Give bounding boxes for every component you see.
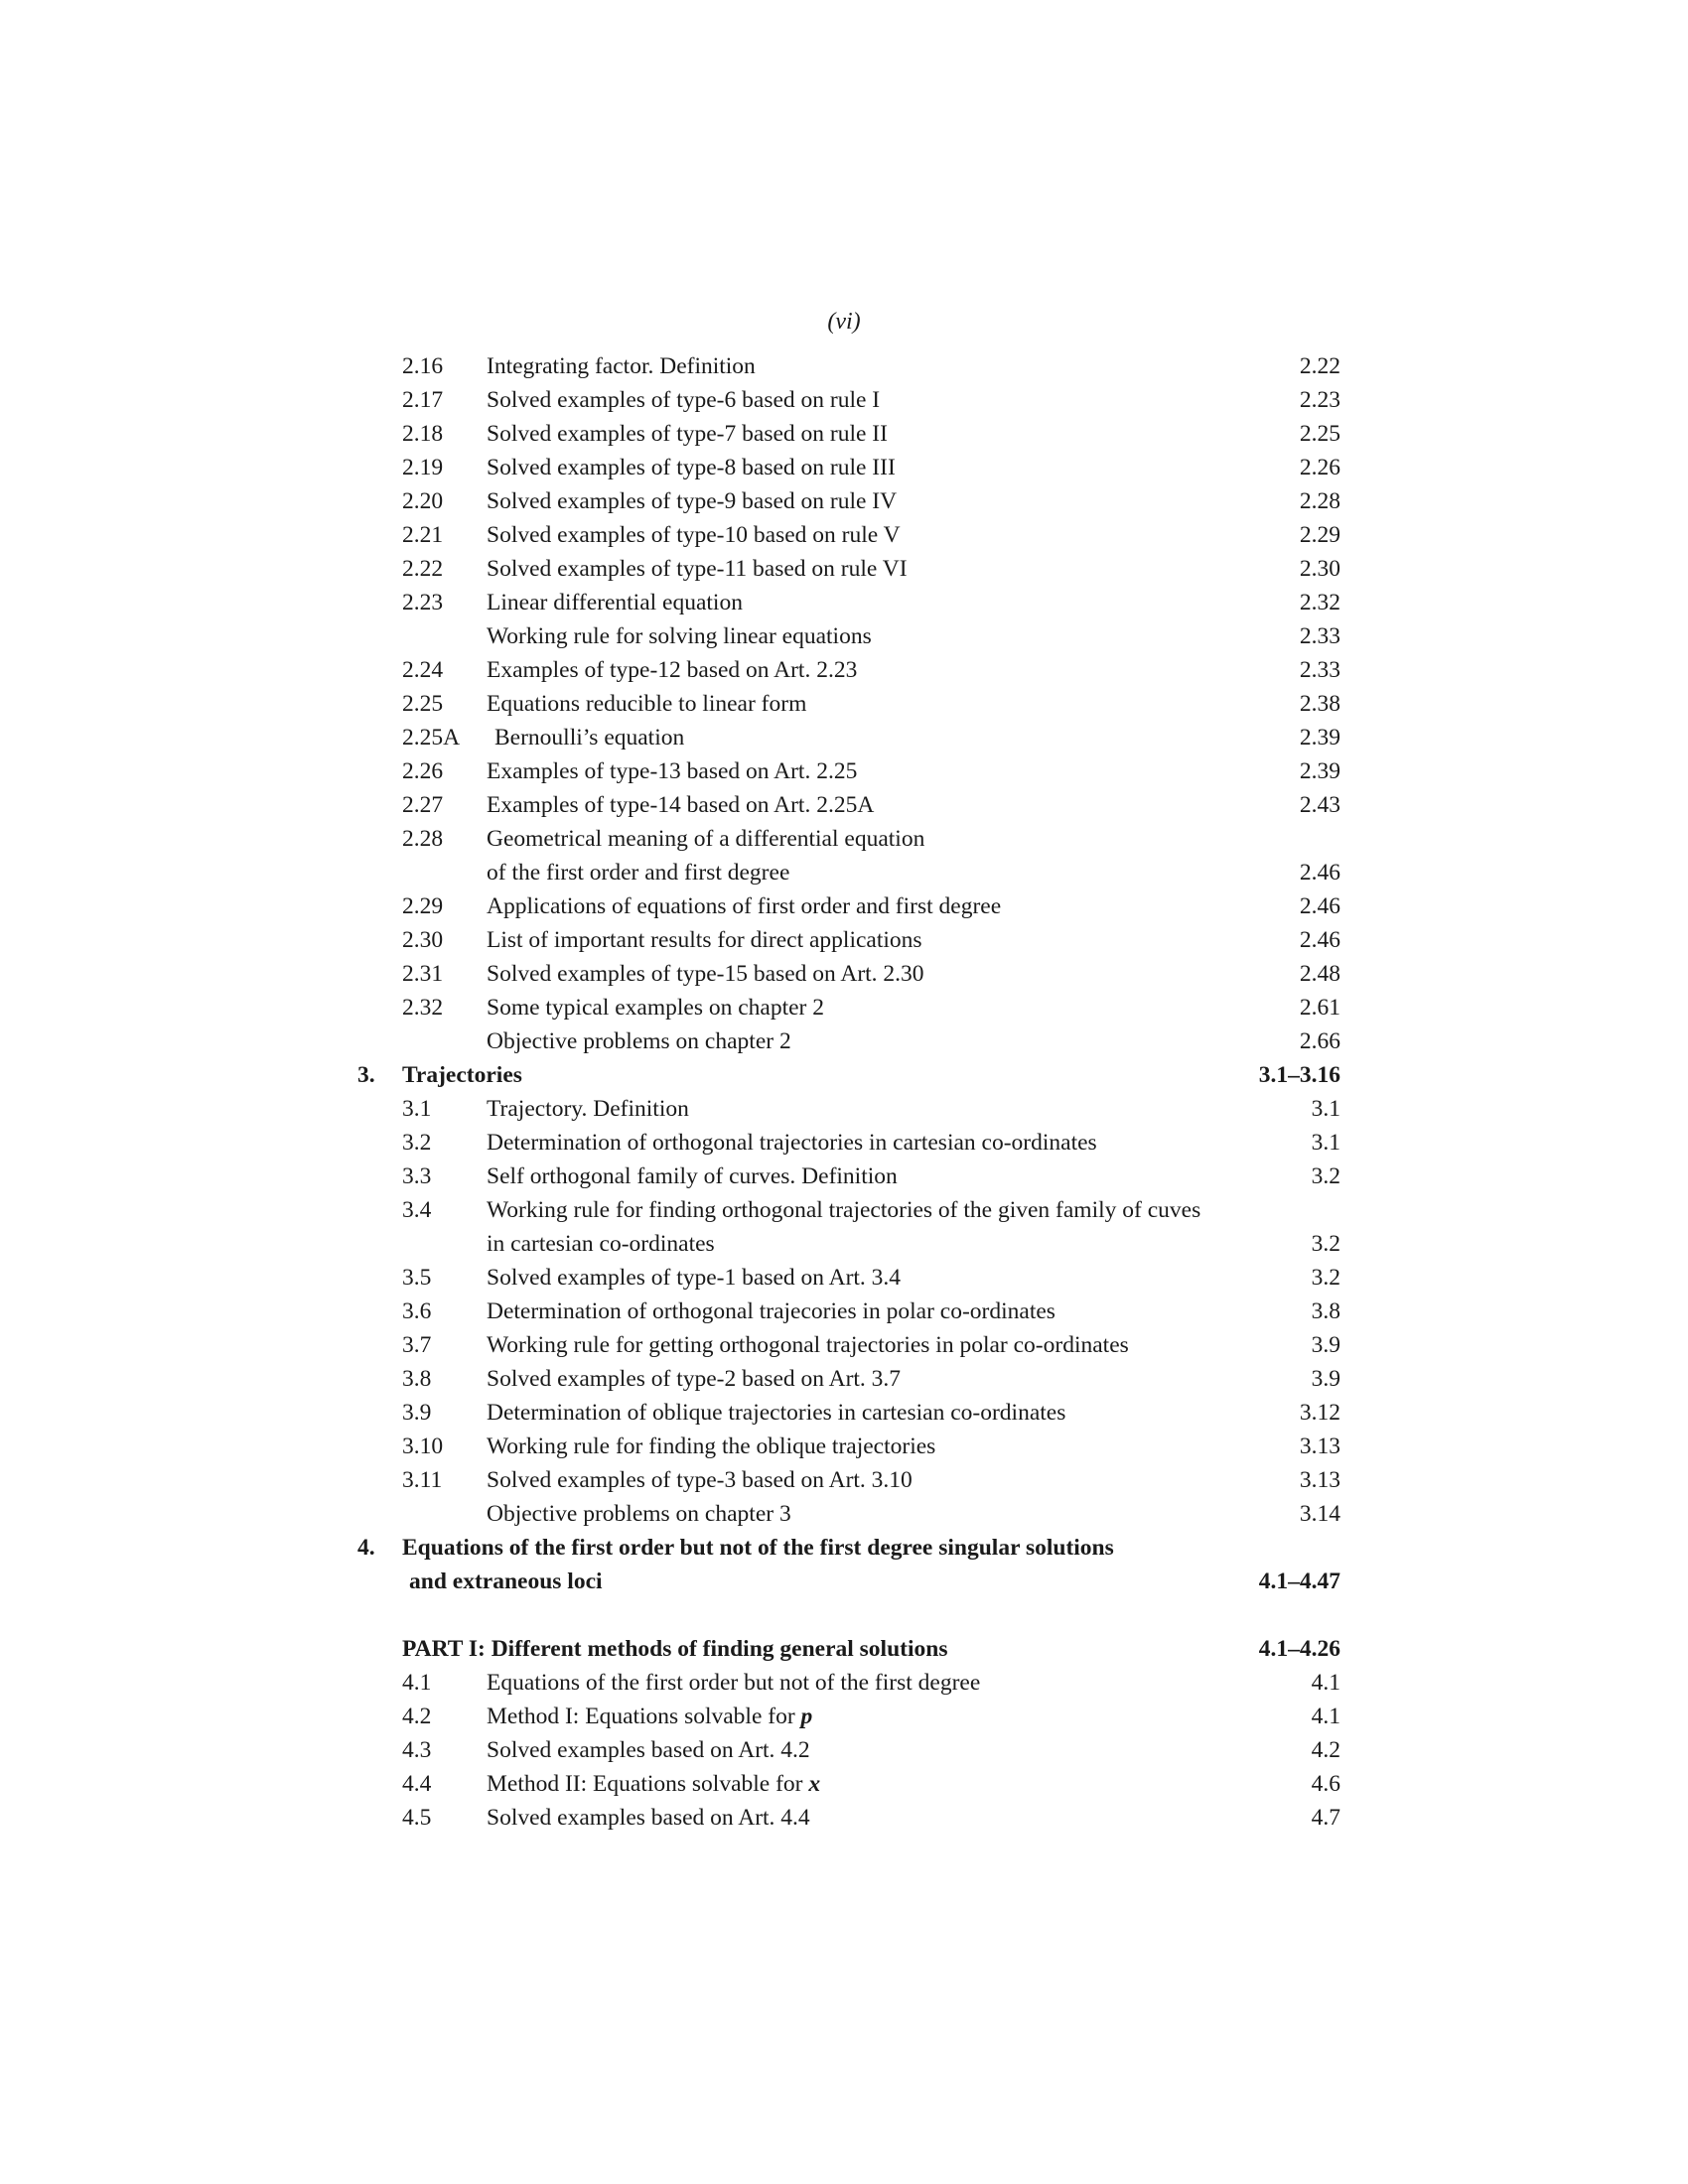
- toc-title-text: Bernoulli’s equation: [494, 725, 685, 751]
- toc-section-number: 4.1: [402, 1670, 432, 1696]
- toc-page-number: 2.43: [1299, 792, 1340, 818]
- toc-title-text: Solved examples of type-8 based on rule III: [487, 455, 896, 480]
- toc-section-number: 4.: [357, 1535, 375, 1561]
- toc-page-number: 3.1–3.16: [1258, 1062, 1340, 1088]
- toc-title-text: Working rule for finding orthogonal trajectories of the given family of cuves: [487, 1197, 1201, 1223]
- toc-page-number: 4.1–4.47: [1258, 1569, 1340, 1594]
- toc-title-text: Equations of the first order but not of the first degree singular solutions: [402, 1535, 1114, 1561]
- toc-row: [0, 1767, 1688, 1801]
- toc-section-title: [487, 1092, 689, 1126]
- table-of-contents: [0, 349, 1688, 1835]
- toc-section-title: [487, 889, 1001, 923]
- toc-row: [0, 1430, 1688, 1463]
- toc-section-title: [487, 1295, 1055, 1328]
- toc-page-number: 2.25: [1299, 421, 1340, 447]
- toc-page-number: 4.1: [1311, 1670, 1340, 1696]
- toc-page-number: 2.39: [1299, 758, 1340, 784]
- toc-page-number: 3.13: [1299, 1433, 1340, 1459]
- toc-row: [0, 923, 1688, 957]
- toc-title-text: Determination of oblique trajectories in cartesian co-ordinates: [487, 1400, 1066, 1426]
- toc-row: [0, 1295, 1688, 1328]
- toc-page-number: 2.30: [1299, 556, 1340, 582]
- toc-row: [0, 1598, 1688, 1632]
- toc-row: [0, 552, 1688, 586]
- toc-section-number: 3.3: [402, 1163, 432, 1189]
- toc-page-number: 4.6: [1311, 1771, 1340, 1797]
- toc-section-number: 3.1: [402, 1096, 432, 1122]
- toc-title-text: Solved examples of type-10 based on rule V: [487, 522, 901, 548]
- toc-section-number: 3.6: [402, 1298, 432, 1324]
- toc-title-text: Trajectory. Definition: [487, 1096, 689, 1122]
- toc-section-number: 2.22: [402, 556, 444, 582]
- toc-row: [0, 586, 1688, 619]
- toc-part-row: [0, 1632, 1688, 1666]
- toc-section-number: 2.17: [402, 387, 444, 413]
- toc-row: [0, 1160, 1688, 1193]
- toc-title-text: Solved examples of type-3 based on Art. 3.10: [487, 1467, 913, 1493]
- toc-row: [0, 518, 1688, 552]
- toc-row: [0, 721, 1688, 754]
- toc-section-title: [487, 1227, 715, 1261]
- toc-title-text: Working rule for finding the oblique trajectories: [487, 1433, 936, 1459]
- toc-row: [0, 1497, 1688, 1531]
- toc-chapter-row: [0, 1565, 1688, 1598]
- toc-section-title: [487, 1024, 791, 1058]
- toc-title-text: Objective problems on chapter 2: [487, 1028, 791, 1054]
- toc-page-number: 2.28: [1299, 488, 1340, 514]
- toc-section-number: 3.9: [402, 1400, 432, 1426]
- toc-section-title: [487, 484, 897, 518]
- toc-row: [0, 484, 1688, 518]
- toc-title-text: Applications of equations of first order and first degree: [487, 893, 1002, 919]
- toc-row: [0, 1700, 1688, 1733]
- toc-page-number: 3.1: [1311, 1130, 1340, 1156]
- toc-row: [0, 822, 1688, 856]
- toc-title-text: Some typical examples on chapter 2: [487, 995, 824, 1021]
- toc-section-title: [487, 1767, 820, 1801]
- toc-page-number: 3.9: [1311, 1366, 1340, 1392]
- toc-section-title: [487, 1160, 898, 1193]
- toc-row: [0, 653, 1688, 687]
- toc-page-number: 3.2: [1311, 1265, 1340, 1291]
- toc-row: [0, 1733, 1688, 1767]
- toc-page-number: 2.32: [1299, 590, 1340, 615]
- toc-title-text: PART I: Different methods of finding general solutions: [402, 1636, 948, 1662]
- toc-row: [0, 1024, 1688, 1058]
- toc-title-text: Objective problems on chapter 3: [487, 1501, 791, 1527]
- toc-section-number: 2.18: [402, 421, 444, 447]
- toc-page-number: 2.46: [1299, 927, 1340, 953]
- toc-row: [0, 889, 1688, 923]
- toc-row: [0, 856, 1688, 889]
- toc-row: [0, 1126, 1688, 1160]
- toc-section-title: [409, 1565, 603, 1598]
- toc-section-number: 4.5: [402, 1805, 432, 1831]
- toc-title-text: Examples of type-13 based on Art. 2.25: [487, 758, 858, 784]
- toc-page-number: 3.9: [1311, 1332, 1340, 1358]
- toc-page-number: 2.46: [1299, 860, 1340, 886]
- toc-section-title: [487, 957, 924, 991]
- toc-section-number: 2.25: [402, 691, 444, 717]
- toc-section-title: [487, 349, 756, 383]
- toc-title-text: and extraneous loci: [409, 1569, 603, 1594]
- toc-section-number: 4.3: [402, 1737, 432, 1763]
- toc-section-title: [487, 451, 896, 484]
- toc-section-title: [487, 754, 857, 788]
- toc-section-number: 3.: [357, 1062, 375, 1088]
- toc-section-title: [487, 1193, 1200, 1227]
- toc-title-text: Solved examples of type-6 based on rule I: [487, 387, 881, 413]
- toc-row: [0, 1801, 1688, 1835]
- toc-section-number: 2.29: [402, 893, 444, 919]
- toc-section-title: [487, 1666, 980, 1700]
- toc-page-number: 4.2: [1311, 1737, 1340, 1763]
- toc-row: [0, 1362, 1688, 1396]
- toc-row: [0, 754, 1688, 788]
- toc-title-text: Working rule for getting orthogonal trajectories in polar co-ordinates: [487, 1332, 1129, 1358]
- toc-section-title: [487, 991, 824, 1024]
- toc-page-number: 2.38: [1299, 691, 1340, 717]
- toc-page-number: 3.2: [1311, 1163, 1340, 1189]
- toc-chapter-row: [0, 1058, 1688, 1092]
- toc-title-text: Solved examples based on Art. 4.4: [487, 1805, 810, 1831]
- toc-section-title: [487, 518, 901, 552]
- toc-row: [0, 349, 1688, 383]
- toc-section-number: 2.30: [402, 927, 444, 953]
- toc-section-title: [487, 1328, 1129, 1362]
- toc-section-title: [402, 1058, 522, 1092]
- toc-section-number: 2.28: [402, 826, 444, 852]
- toc-title-text: List of important results for direct applications: [487, 927, 922, 953]
- toc-section-title: [487, 687, 806, 721]
- toc-section-title: [487, 1497, 791, 1531]
- toc-page-number: 3.1: [1311, 1096, 1340, 1122]
- toc-section-number: 4.4: [402, 1771, 432, 1797]
- toc-page-number: 2.33: [1299, 657, 1340, 683]
- toc-title-text: Examples of type-12 based on Art. 2.23: [487, 657, 858, 683]
- toc-page-number: 3.14: [1299, 1501, 1340, 1527]
- toc-page-number: 3.8: [1311, 1298, 1340, 1324]
- toc-section-number: 2.26: [402, 758, 444, 784]
- toc-row: [0, 788, 1688, 822]
- toc-chapter-row: [0, 1531, 1688, 1565]
- toc-title-variable: x: [808, 1771, 821, 1797]
- toc-section-title: [402, 1632, 947, 1666]
- toc-page-number: 2.29: [1299, 522, 1340, 548]
- toc-section-title: [487, 1261, 901, 1295]
- toc-section-number: 2.32: [402, 995, 444, 1021]
- toc-section-number: 3.10: [402, 1433, 444, 1459]
- toc-row: [0, 1328, 1688, 1362]
- toc-title-text: Working rule for solving linear equations: [487, 623, 872, 649]
- toc-section-title: [487, 586, 743, 619]
- toc-page-number: 2.23: [1299, 387, 1340, 413]
- toc-section-number: 2.21: [402, 522, 444, 548]
- toc-page-number: 2.39: [1299, 725, 1340, 751]
- toc-title-text: in cartesian co-ordinates: [487, 1231, 715, 1257]
- toc-row: [0, 687, 1688, 721]
- toc-page-number: 4.7: [1311, 1805, 1340, 1831]
- toc-section-number: 2.24: [402, 657, 444, 683]
- toc-row: [0, 1666, 1688, 1700]
- toc-section-title: [494, 721, 684, 754]
- toc-title-text: Equations of the first order but not of the first degree: [487, 1670, 981, 1696]
- toc-row: [0, 619, 1688, 653]
- toc-row: [0, 383, 1688, 417]
- toc-title-text: Trajectories: [402, 1062, 522, 1088]
- toc-section-number: 3.8: [402, 1366, 432, 1392]
- toc-page-number: 3.2: [1311, 1231, 1340, 1257]
- toc-row: [0, 991, 1688, 1024]
- toc-section-title: [487, 822, 924, 856]
- toc-page-number: 2.66: [1299, 1028, 1340, 1054]
- toc-title-text: Method II: Equations solvable for: [487, 1771, 809, 1797]
- toc-row: [0, 451, 1688, 484]
- toc-row: [0, 957, 1688, 991]
- toc-section-title: [487, 1700, 812, 1733]
- toc-section-title: [487, 1362, 901, 1396]
- toc-row: [0, 1261, 1688, 1295]
- toc-section-title: [487, 788, 874, 822]
- toc-row: [0, 417, 1688, 451]
- toc-title-text: Solved examples of type-7 based on rule II: [487, 421, 888, 447]
- toc-page-number: 2.22: [1299, 353, 1340, 379]
- toc-section-title: [487, 1396, 1065, 1430]
- toc-section-number: 2.16: [402, 353, 444, 379]
- toc-page-number: 2.61: [1299, 995, 1340, 1021]
- toc-title-text: Determination of orthogonal trajectories in cartesian co-ordinates: [487, 1130, 1097, 1156]
- toc-title-text: Geometrical meaning of a differential equation: [487, 826, 925, 852]
- toc-section-title: [487, 653, 857, 687]
- toc-row: [0, 1396, 1688, 1430]
- toc-title-text: Solved examples of type-1 based on Art. 3.4: [487, 1265, 902, 1291]
- toc-page-number: 4.1–4.26: [1258, 1636, 1340, 1662]
- toc-section-title: [487, 552, 908, 586]
- toc-title-text: Integrating factor. Definition: [487, 353, 756, 379]
- toc-section-title: [487, 383, 880, 417]
- toc-section-number: 2.27: [402, 792, 444, 818]
- toc-page-number: 2.46: [1299, 893, 1340, 919]
- toc-section-number: 2.23: [402, 590, 444, 615]
- toc-title-text: Examples of type-14 based on Art. 2.25A: [487, 792, 875, 818]
- toc-section-title: [487, 923, 922, 957]
- toc-section-title: [487, 1733, 810, 1767]
- toc-section-title: [487, 619, 872, 653]
- toc-row: [0, 1463, 1688, 1497]
- toc-title-text: Determination of orthogonal trajecories in polar co-ordinates: [487, 1298, 1055, 1324]
- toc-section-number: 2.31: [402, 961, 444, 987]
- toc-section-number: 3.2: [402, 1130, 432, 1156]
- toc-section-title: [487, 1801, 810, 1835]
- toc-page-number: 2.26: [1299, 455, 1340, 480]
- toc-row: [0, 1193, 1688, 1227]
- toc-section-title: [487, 417, 888, 451]
- toc-section-title: [402, 1531, 1114, 1565]
- toc-section-number: 3.7: [402, 1332, 432, 1358]
- toc-section-number: 2.25A: [402, 725, 461, 751]
- toc-page-number: 4.1: [1311, 1704, 1340, 1729]
- toc-section-title: [487, 1430, 935, 1463]
- toc-title-text: Equations reducible to linear form: [487, 691, 807, 717]
- toc-section-title: [487, 1126, 1097, 1160]
- toc-title-text: Self orthogonal family of curves. Definition: [487, 1163, 898, 1189]
- toc-section-number: 3.5: [402, 1265, 432, 1291]
- toc-section-number: 3.4: [402, 1197, 432, 1223]
- toc-section-number: 2.19: [402, 455, 444, 480]
- toc-page-number: 2.33: [1299, 623, 1340, 649]
- toc-title-text: Method I: Equations solvable for: [487, 1704, 801, 1729]
- page-number-header: (vi): [827, 309, 861, 335]
- toc-title-variable: p: [800, 1704, 813, 1729]
- toc-section-number: 2.20: [402, 488, 444, 514]
- toc-section-number: 3.11: [402, 1467, 443, 1493]
- toc-row: [0, 1092, 1688, 1126]
- toc-title-text: Solved examples of type-11 based on rule VI: [487, 556, 908, 582]
- toc-title-text: Solved examples of type-9 based on rule IV: [487, 488, 898, 514]
- toc-title-text: Solved examples of type-15 based on Art. 2.30: [487, 961, 924, 987]
- toc-title-text: Linear differential equation: [487, 590, 743, 615]
- toc-page-number: 2.48: [1299, 961, 1340, 987]
- toc-page-number: 3.12: [1299, 1400, 1340, 1426]
- toc-section-number: 4.2: [402, 1704, 432, 1729]
- toc-title-text: of the first order and first degree: [487, 860, 790, 886]
- toc-page-number: 3.13: [1299, 1467, 1340, 1493]
- toc-title-text: Solved examples based on Art. 4.2: [487, 1737, 810, 1763]
- toc-section-title: [487, 856, 789, 889]
- toc-title-text: Solved examples of type-2 based on Art. 3.7: [487, 1366, 902, 1392]
- toc-row: [0, 1227, 1688, 1261]
- toc-section-title: [487, 1463, 913, 1497]
